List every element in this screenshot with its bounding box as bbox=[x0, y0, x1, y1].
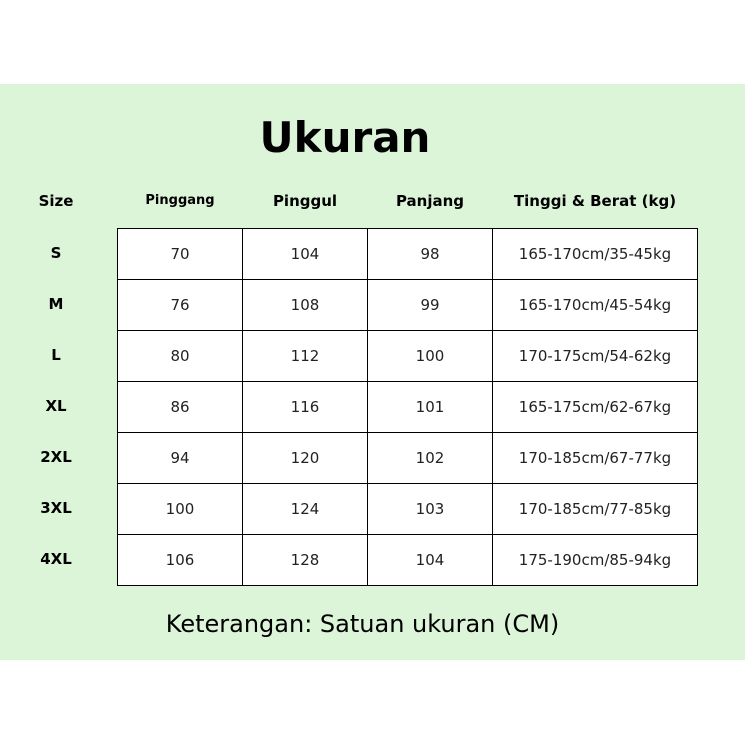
hip-cell: 116 bbox=[243, 382, 368, 433]
size-label: 2XL bbox=[40, 448, 72, 466]
length-cell: 98 bbox=[368, 229, 493, 280]
hip-cell: 128 bbox=[243, 535, 368, 586]
height-weight-cell: 165-170cm/35-45kg bbox=[493, 229, 698, 280]
waist-cell: 70 bbox=[118, 229, 243, 280]
size-label: 4XL bbox=[40, 550, 72, 568]
length-cell: 101 bbox=[368, 382, 493, 433]
header-length: Panjang bbox=[395, 192, 465, 210]
page-title: Ukuran bbox=[259, 113, 431, 162]
table-row bbox=[118, 331, 698, 382]
table-row bbox=[118, 484, 698, 535]
length-cell: 100 bbox=[368, 331, 493, 382]
size-table bbox=[117, 228, 698, 586]
table-row bbox=[118, 433, 698, 484]
height-weight-cell: 165-170cm/45-54kg bbox=[493, 280, 698, 331]
length-cell: 103 bbox=[368, 484, 493, 535]
hip-cell: 104 bbox=[243, 229, 368, 280]
table-row bbox=[118, 382, 698, 433]
hip-cell: 124 bbox=[243, 484, 368, 535]
table-row bbox=[118, 280, 698, 331]
table-row bbox=[118, 535, 698, 586]
waist-cell: 80 bbox=[118, 331, 243, 382]
height-weight-cell: 175-190cm/85-94kg bbox=[493, 535, 698, 586]
hip-cell: 108 bbox=[243, 280, 368, 331]
length-cell: 99 bbox=[368, 280, 493, 331]
waist-cell: 106 bbox=[118, 535, 243, 586]
height-weight-cell: 170-175cm/54-62kg bbox=[493, 331, 698, 382]
height-weight-cell: 170-185cm/77-85kg bbox=[493, 484, 698, 535]
height-weight-cell: 170-185cm/67-77kg bbox=[493, 433, 698, 484]
size-label: S bbox=[50, 244, 62, 262]
header-hip: Pinggul bbox=[272, 192, 338, 210]
header-height-weight: Tinggi & Berat (kg) bbox=[513, 192, 677, 210]
waist-cell: 76 bbox=[118, 280, 243, 331]
hip-cell: 112 bbox=[243, 331, 368, 382]
waist-cell: 94 bbox=[118, 433, 243, 484]
header-size: Size bbox=[38, 192, 74, 210]
height-weight-cell: 165-175cm/62-67kg bbox=[493, 382, 698, 433]
size-label: M bbox=[48, 295, 64, 313]
size-label: L bbox=[51, 346, 61, 364]
length-cell: 102 bbox=[368, 433, 493, 484]
length-cell: 104 bbox=[368, 535, 493, 586]
waist-cell: 100 bbox=[118, 484, 243, 535]
size-label: 3XL bbox=[40, 499, 72, 517]
unit-note: Keterangan: Satuan ukuran (CM) bbox=[165, 610, 560, 638]
waist-cell: 86 bbox=[118, 382, 243, 433]
hip-cell: 120 bbox=[243, 433, 368, 484]
size-label: XL bbox=[45, 397, 67, 415]
table-row bbox=[118, 229, 698, 280]
header-waist: Pinggang bbox=[145, 193, 215, 208]
